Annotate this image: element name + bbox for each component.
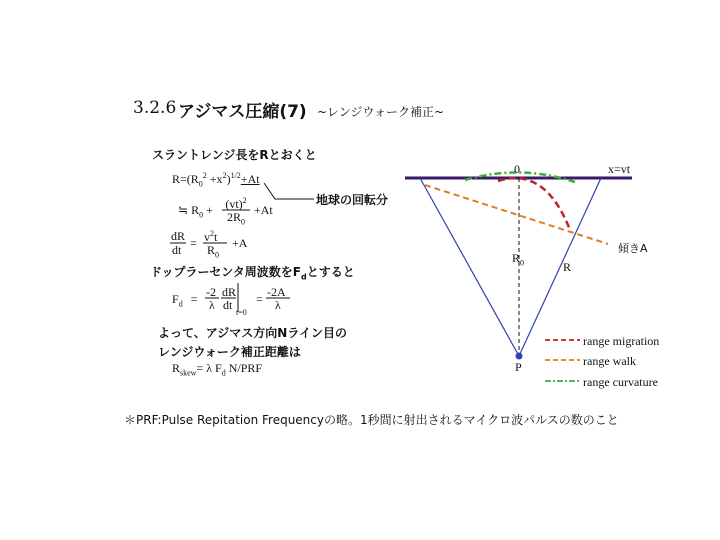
eq3-t: t [214,230,218,244]
eq1-sup-half: 1/2 [230,171,241,180]
eq2-sub: 0 [199,210,204,220]
eq2-den: 2R [226,210,241,224]
earth-rotation-pointer [264,183,314,199]
eq2-lhs: ≒ R [178,203,200,217]
eq1-sub: 0 [198,179,203,189]
eq3-r-sub: 0 [215,250,220,260]
eq3-equals: = [190,236,197,250]
eq3-num-l: dR [171,229,186,243]
legend-curvature: range curvature [583,375,658,389]
eq3-v: v [204,230,210,244]
eq4-num2: dR [222,285,237,299]
r-label: R [563,260,572,274]
eq2-plus: + [203,203,213,217]
eq2-num-sup: 2 [242,196,247,205]
eq5-sub: skew [180,368,197,378]
eq5-rest-sub: d [221,368,226,378]
eq4-eq: = [190,292,198,306]
range-migration-curve [498,178,570,230]
eq4-den3: λ [275,298,281,312]
eq1-sup: 2 [202,171,207,180]
axis-label: x=vt [608,162,631,176]
eq3-r: R [207,243,216,257]
eq4-eq2: = [256,292,263,306]
legend-migration: range migration [583,334,660,348]
eq2-den-sub: 0 [241,217,245,227]
r0-sub: 0 [520,258,525,268]
eq1-close: ) [226,172,231,186]
tilt-label: 傾きA [618,242,648,255]
eq4-den: λ [209,298,215,312]
eq3-tail: +A [232,236,248,250]
eq4-den2: dt [223,298,233,312]
beam-edge-right [519,178,601,356]
eq3-sup: 2 [210,229,214,238]
point-p-label: P [515,360,522,374]
footnote: ＊PRF:Pulse Repitation Frequencyの略。1秒間に射出されるマイクロ波パルスの数のこと [124,413,619,427]
eq5-tail: N/PRF [225,361,263,375]
conclusion-line-1: よって、アジマス方向Nライン目の [158,326,347,340]
doppler-text: ドップラーセンタ周波数をF [150,265,301,279]
eq4-num3: -2A [267,285,286,299]
eq5-r: R [172,361,181,375]
eq5-rest: = λ F [196,361,222,375]
conclusion-line-2: レンジウォーク補正距離は [158,345,301,359]
section-title: アジマス圧縮(7) [178,102,307,122]
eq1-lhs: R=(R [172,172,199,186]
doppler-tail: とすると [306,265,355,279]
eq3-den-l: dt [172,243,182,257]
section-number: 3.2.6 [133,98,177,118]
r0-text: R [512,251,521,265]
eq2-num: (vt) [225,197,243,211]
intro-line: スラントレンジ長をRとおくと [152,148,317,162]
origin-label: 0 [514,162,520,176]
section-subtitle: ~レンジウォーク補正~ [317,105,445,119]
target-point [516,353,523,360]
eq2-tail: +At [254,203,273,217]
legend-walk: range walk [583,354,636,368]
r0-label [512,251,524,267]
eq4-f: F [172,292,179,306]
eq4-num: -2 [206,285,216,299]
doppler-sub: d [301,272,307,282]
eq1-plus-at: +At [240,172,260,186]
earth-rotation-label: 地球の回転分 [316,193,389,207]
beam-edge-left [420,178,519,356]
eq1-mid: +x [206,172,223,186]
eq4-f-sub: d [178,299,183,309]
eq1-sup2: 2 [222,171,227,180]
eq4-eval: t=0 [236,308,247,317]
